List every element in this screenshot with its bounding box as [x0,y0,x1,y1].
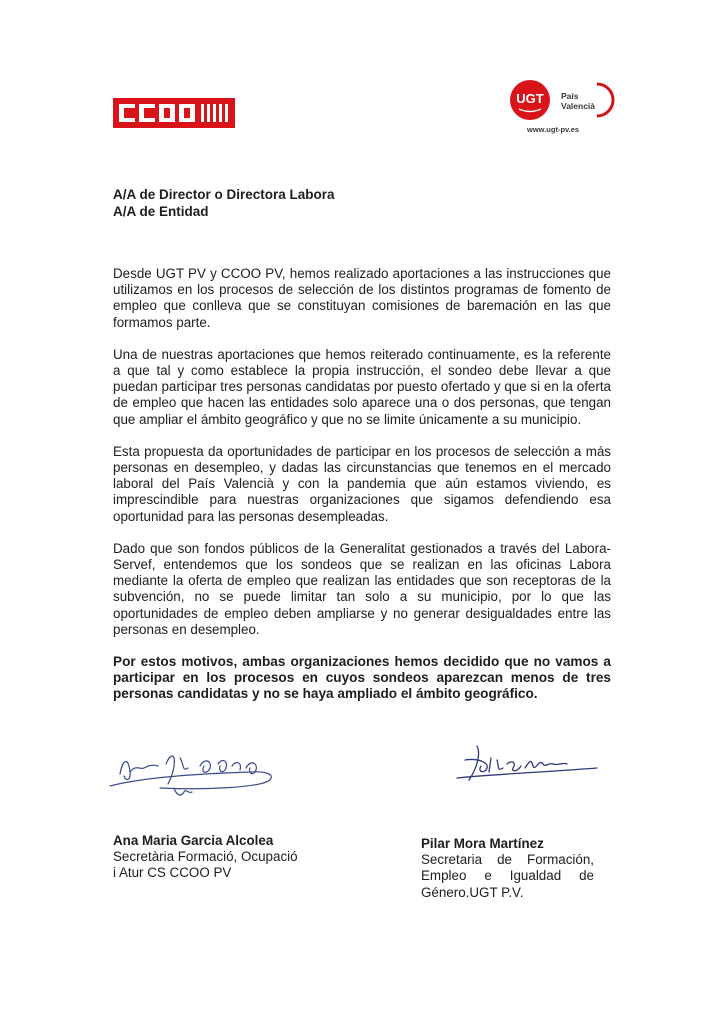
svg-text:UGT: UGT [516,91,544,106]
addressee-block [113,186,335,220]
body-paragraph-2: Una de nuestras aportaciones que hemos reiterado continuamente, es la referente a que tal y como establece la propia instrucción, el sondeo debe llevar a que puedan participar tres personas candidatas por puesto ofertado y que si en la oferta de empleo que hacen las entidades solo aparece una o dos personas, que tengan que ampliar el ámbito geográfico y que no se limite únicamente a su municipio. [113,346,611,427]
addressee-line-entity: A/A de Entidad [113,204,209,219]
signer-ugt [421,836,594,901]
body-paragraph-1: Desde UGT PV y CCOO PV, hemos realizado aportaciones a las instrucciones que utilizamos en los procesos de selección de los distintos programas de fomento de empleo que conlleva que se constituyan comisiones de baremación en las que formamos parte. [113,266,611,330]
letter-body [113,266,611,719]
signer-2-role: Secretaria de Formación, Empleo e Igualdad de Género.UGT P.V. [421,852,594,900]
body-paragraph-3: Esta propuesta da oportunidades de participar en los procesos de selección a más personas en desempleo, y dadas las circunstancias que tenemos en el mercado laboral del País Valencià y con la pandemia que aún estamos viviendo, es imprescindible para nuestras organizaciones que sigamos defendiendo esa oportunidad para las personas desempleadas. [113,443,611,524]
signer-1-name: Ana Maria Garcia Alcolea [113,833,274,848]
ugt-region-text: País Valencià [561,91,596,111]
signer-ccoo [113,833,298,882]
signer-2-name: Pilar Mora Martínez [421,836,544,851]
body-paragraph-4: Dado que son fondos públicos de la Generalitat gestionados a través del Labora-Servef, entendemos que los sondeos que se realizan en las oficinas Labora mediante la oferta de empleo que realizan las entidades que son receptoras de la subvención, no se puede limitar tan solo a su municipio, por lo que las oportunidades de empleo deben ampliarse y no generar desigualdades entre las personas en desempleo. [113,540,611,637]
ugt-logo [505,78,617,140]
body-paragraph-conclusion: Por estos motivos, ambas organizaciones hemos decidido que no vamos a participar en los procesos en cuyos sondeos aparezcan menos de tres personas candidatas y no se haya ampliado el ámbito geográfico. [113,654,611,702]
signature-2-icon [447,738,607,788]
ugt-url-text: www.ugt-pv.es [527,125,580,134]
signature-1-icon [100,744,285,802]
ccoo-logo [113,98,235,128]
addressee-line-director: A/A de Director o Directora Labora [113,187,335,202]
signer-1-role: Secretària Formació, Ocupació i Atur CS CCOO PV [113,849,298,881]
